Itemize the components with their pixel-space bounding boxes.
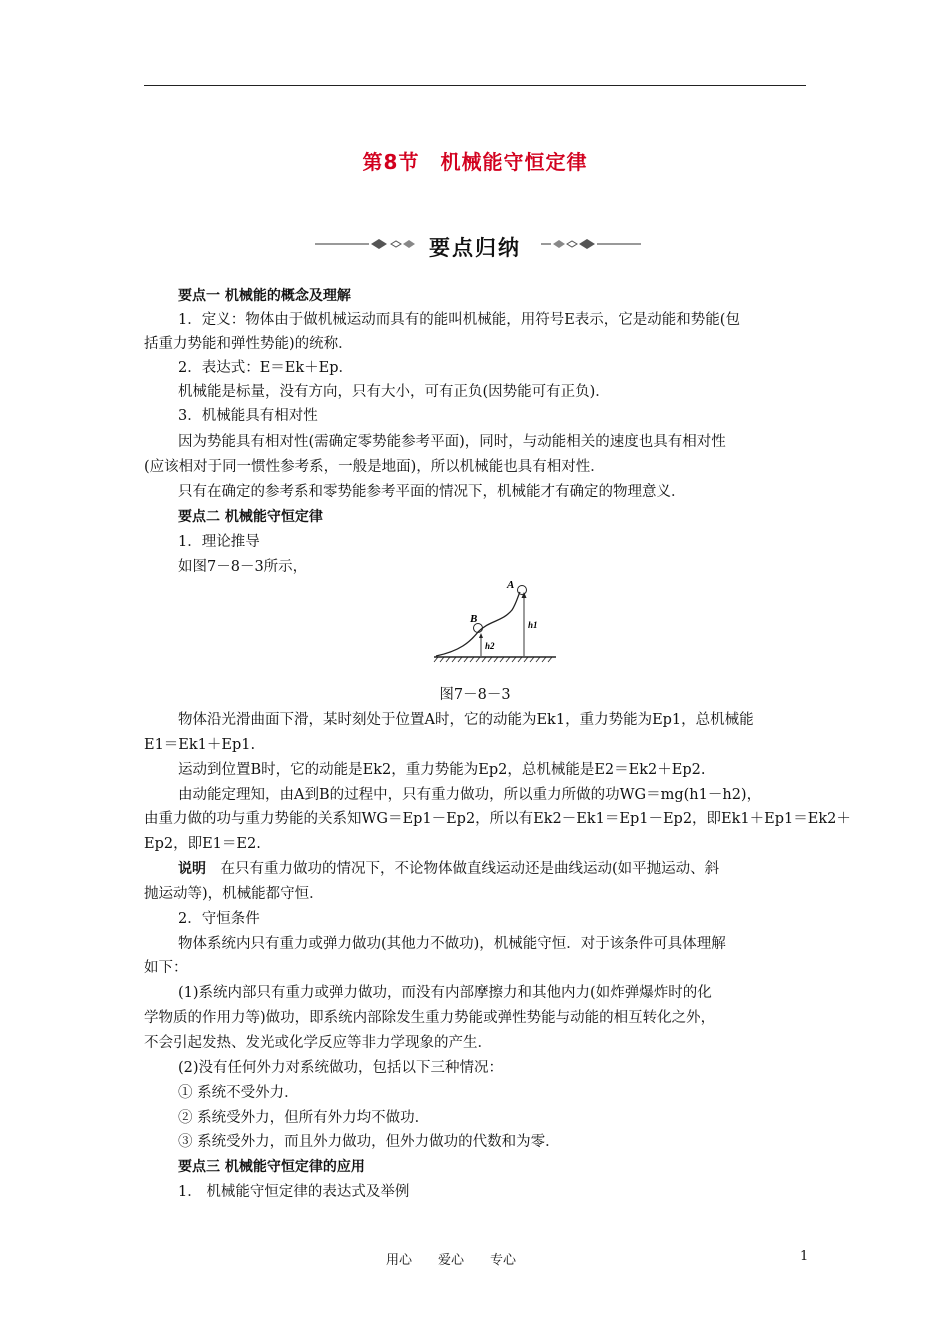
page-number: 1	[800, 1249, 809, 1264]
slope-diagram	[430, 576, 560, 666]
paragraph-line: 物体系统内只有重力或弹力做功(其他力不做功)，机械能守恒．对于该条件可具体理解	[178, 936, 726, 952]
height-h1-label: h1	[528, 620, 538, 630]
list-item: ① 系统不受外力．	[178, 1085, 299, 1101]
figure-caption: 图7－8－3	[439, 687, 511, 703]
paragraph-line: 2．守恒条件	[178, 911, 260, 927]
paragraph-line: 1． 机械能守恒定律的表达式及举例	[178, 1184, 410, 1200]
paragraph-line: 因为势能具有相对性(需确定零势能参考平面)，同时，与动能相关的速度也具有相对性	[178, 434, 726, 450]
paragraph-line: 不会引起发热、发光或化学反应等非力学现象的产生．	[144, 1035, 492, 1051]
point-b-label: B	[470, 613, 478, 625]
paragraph-line: 抛运动等)，机械能都守恒．	[144, 886, 324, 902]
height-h2-label: h2	[485, 641, 495, 651]
list-item: ② 系统受外力，但所有外力均不做功．	[178, 1110, 430, 1126]
note-label: 说明	[178, 861, 206, 877]
heading-point-3: 要点三 机械能守恒定律的应用	[178, 1159, 365, 1175]
paragraph-line: 1．理论推导	[178, 534, 260, 550]
paragraph-line: 只有在确定的参考系和零势能参考平面的情况下，机械能才有确定的物理意义．	[178, 484, 686, 500]
paragraph-line: 由动能定理知，由A到B的过程中，只有重力做功，所以重力所做的功WG＝mg(h1－h2)，	[178, 787, 762, 803]
page-title: 第8节 机械能守恒定律	[362, 150, 588, 174]
paragraph-line: 2．表达式：E＝Ek＋Ep．	[178, 360, 354, 376]
paragraph-line: 括重力势能和弹性势能)的统称．	[144, 336, 353, 352]
heading-point-2: 要点二 机械能守恒定律	[178, 509, 323, 525]
paragraph-line: (1)系统内部只有重力或弹力做功，而没有内部摩擦力和其他内力(如炸弹爆炸时的化	[178, 985, 712, 1001]
paragraph-line: 物体沿光滑曲面下滑，某时刻处于位置A时，它的动能为Ek1，重力势能为Ep1，总机械能	[178, 712, 754, 728]
paragraph-line: 运动到位置B时，它的动能是Ek2，重力势能为Ep2，总机械能是E2＝Ek2＋Ep2.	[178, 762, 706, 778]
list-item: ③ 系统受外力，而且外力做功，但外力做功的代数和为零．	[178, 1134, 560, 1150]
paragraph-line: 如下：	[144, 960, 188, 976]
paragraph-line: (应该相对于同一惯性参考系，一般是地面)，所以机械能也具有相对性．	[144, 459, 605, 475]
paragraph-line: E1＝Ek1＋Ep1.	[144, 737, 256, 753]
paragraph-line: 3．机械能具有相对性	[178, 408, 318, 424]
point-a-label: A	[507, 579, 515, 591]
paragraph-line: 1．定义：物体由于做机械运动而具有的能叫机械能，用符号E表示，它是动能和势能(包	[178, 312, 740, 328]
heading-point-1: 要点一 机械能的概念及理解	[178, 288, 351, 304]
note-text: 在只有重力做功的情况下，不论物体做直线运动还是曲线运动(如平抛运动、斜	[206, 861, 720, 877]
paragraph-line: 如图7－8－3所示，	[178, 559, 308, 575]
section-banner-title: 要点归纳	[429, 236, 521, 260]
paragraph-line: 机械能是标量，没有方向，只有大小，可有正负(因势能可有正负)．	[178, 384, 610, 400]
footer-text: 用心 爱心 专心	[386, 1253, 517, 1268]
paragraph-line: Ep2，即E1＝E2.	[144, 836, 261, 852]
paragraph-line: 学物质的作用力等)做功，即系统内部除发生重力势能或弹性势能与动能的相互转化之外，	[144, 1010, 716, 1026]
header-rule	[144, 85, 806, 86]
paragraph-line: (2)没有任何外力对系统做功，包括以下三种情况：	[178, 1060, 504, 1076]
paragraph-line: 由重力做的功与重力势能的关系知WG＝Ep1－Ep2，所以有Ek2－Ek1＝Ep1－Ep2，即Ek1＋Ep1＝Ek2＋	[144, 811, 851, 827]
note-line	[144, 859, 850, 879]
